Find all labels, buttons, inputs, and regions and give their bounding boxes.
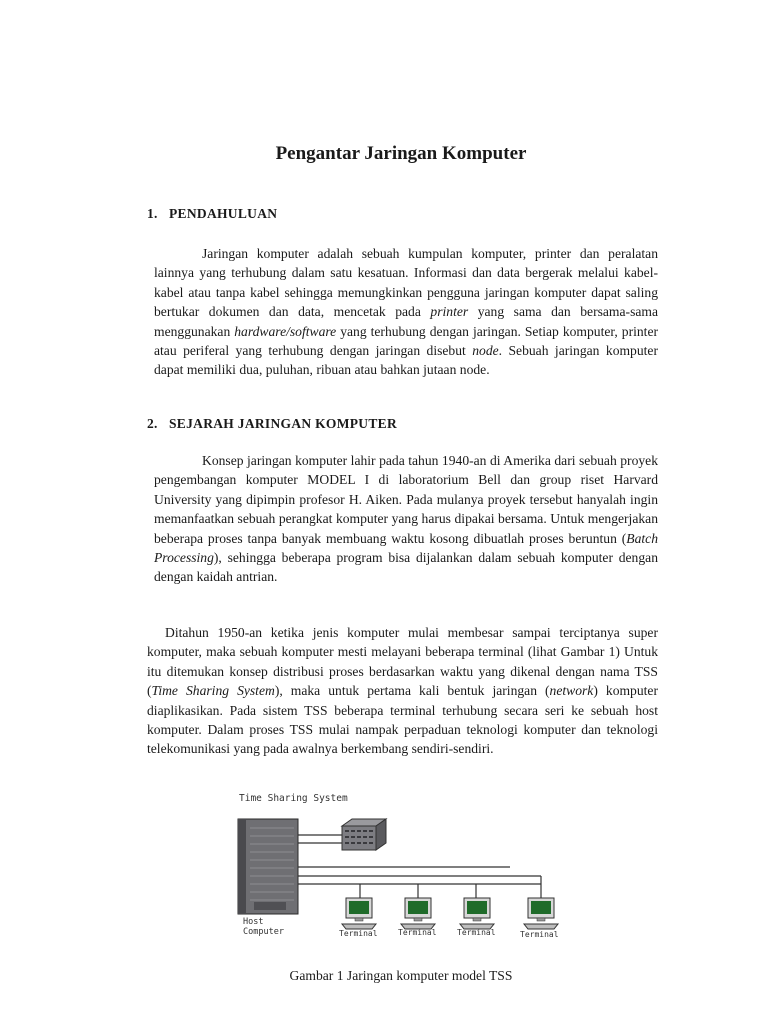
- paragraph-pendahuluan: [154, 244, 658, 380]
- text-run: Jaringan komputer adalah sebuah kumpulan komputer, printer dan peralatan lainnya yang terhubung dalam satu kesatuan. Informasi dan data bergerak melalui kabel-kabel atau tanpa kabel sehingga memungkinkan pengguna jaringan komputer dapat saling bertukar dokumen dan data, mencetak pada: [154, 246, 658, 320]
- italic-term: Time Sharing System: [151, 683, 275, 699]
- text-run: . Sebuah jaringan komputer dapat memiliki dua, puluhan, ribuan atau bahkan jutaan node.: [154, 343, 658, 378]
- connection-lines: [297, 835, 541, 900]
- paragraph-sejarah-2: [147, 623, 658, 759]
- section-number: 1.: [147, 206, 158, 221]
- terminal-icon: [342, 898, 376, 929]
- host-label-line1: Host: [243, 917, 264, 927]
- tss-diagram-svg: [230, 790, 570, 940]
- terminal-label: Terminal: [457, 928, 496, 937]
- italic-term: Batch Processing: [154, 530, 658, 566]
- terminal-label: Terminal: [520, 930, 559, 939]
- section-number: 2.: [147, 416, 158, 431]
- section-heading-sejarah: [147, 416, 397, 432]
- terminal-icon: [460, 898, 494, 929]
- host-computer-icon: [238, 819, 298, 914]
- text-run: Ditahun 1950-an ketika jenis komputer mulai membesar sampai terciptanya super komputer, maka sebuah komputer mesti melayani beberapa terminal (lihat Gambar 1) Untuk itu ditemukan konsep distribusi proses berdasarkan waktu yang dikenal dengan nama TSS (: [147, 625, 658, 699]
- terminal-icon: [524, 898, 558, 929]
- text-run: yang sama dan bersama-sama menggunakan: [154, 304, 658, 339]
- diagram-label: Time Sharing System: [239, 793, 348, 804]
- italic-term: network: [549, 683, 594, 699]
- section-title: PENDAHULUAN: [169, 206, 278, 221]
- text-run: yang terhubung dengan jaringan. Setiap komputer, printer atau periferal yang terhubung dengan jaringan disebut: [154, 323, 659, 359]
- text-run: ), maka untuk pertama kali bentuk jaringan (: [274, 683, 550, 699]
- italic-term: printer: [430, 304, 469, 320]
- page-title: Pengantar Jaringan Komputer: [275, 143, 527, 164]
- text-run: ) komputer diaplikasikan. Pada sistem TSS beberapa terminal terhubung secara seri ke sebuah host komputer. Dalam proses TSS mulai nampak perpaduan teknologi komputer dan teknologi telekomunikasi yang pada awalnya berkembang sendiri-sendiri.: [147, 683, 658, 757]
- section-heading-pendahuluan: [147, 206, 277, 222]
- section-title: SEJARAH JARINGAN KOMPUTER: [169, 416, 398, 431]
- italic-term: hardware/software: [234, 323, 337, 339]
- terminal-label: Terminal: [398, 928, 437, 937]
- tss-diagram: [230, 790, 570, 940]
- terminal-icon: [401, 898, 435, 929]
- rack-device-icon: [342, 819, 386, 850]
- figure-caption: Gambar 1 Jaringan komputer model TSS: [289, 968, 513, 983]
- host-label-line2: Computer: [243, 927, 284, 937]
- paragraph-sejarah-1: [154, 451, 658, 587]
- text-run: Konsep jaringan komputer lahir pada tahun 1940-an di Amerika dari sebuah proyek pengembangan komputer MODEL I di laboratorium Bell dan group riset Harvard University yang dipimpin profesor H. Aiken. Pada mulanya proyek tersebut hanyalah ingin memanfaatkan sebuah perangkat komputer yang harus dipakai bersama. Untuk mengerjakan beberapa proses tanpa banyak membuang waktu kosong dibuatlah proses beruntun (: [154, 453, 658, 546]
- italic-term: node: [472, 343, 499, 359]
- terminal-label: Terminal: [339, 929, 378, 938]
- text-run: ), sehingga beberapa program bisa dijalankan dalam sebuah komputer dengan dengan kaidah antrian.: [154, 550, 658, 585]
